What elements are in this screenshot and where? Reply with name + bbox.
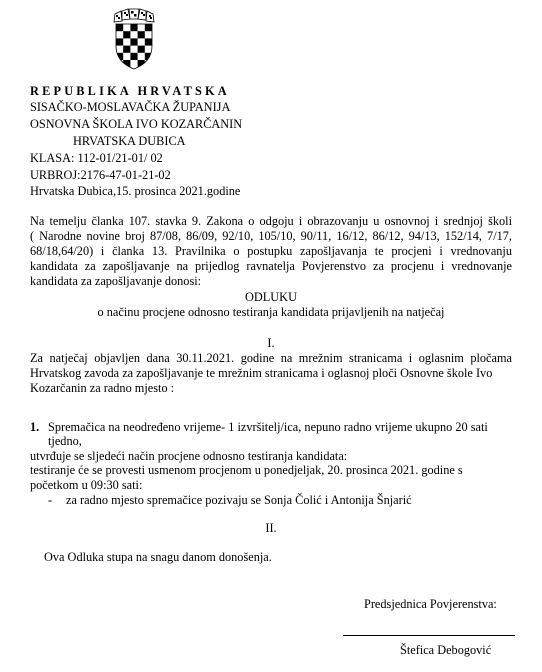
place-name: HRVATSKA DUBICA	[73, 134, 186, 148]
section-2-heading: II.	[265, 521, 277, 535]
signatory-name: Štefica Debogović	[400, 643, 492, 657]
job-position-line: Spremačica na neodređeno vrijeme- 1 izvršitelj/ica, nepuno radno vrijeme ukupno 20 sati	[48, 420, 488, 434]
decision-title: ODLUKU	[245, 290, 297, 304]
preamble-line: ( Narodne novine broj 87/08, 86/09, 92/10, 105/10, 90/11, 16/12, 86/12, 94/13, 152/14, 7/17,	[30, 229, 512, 243]
candidates-line: za radno mjesto spremačice pozivaju se Sonja Čolić i Antonija Šnjarić	[66, 493, 412, 507]
testing-schedule-line: početkom u 09:30 sati:	[30, 478, 143, 492]
preamble-line: Na temelju članka 107. stavka 9. Zakona o odgoju i obrazovanju u osnovnoj i srednjoj školi	[30, 214, 512, 228]
section-1-line: Kozarčanin za radno mjesto :	[30, 381, 175, 395]
effective-clause: Ova Odluka stupa na snagu danom donošenja.	[44, 550, 272, 564]
preamble-line: 68/18,64/20) i članka 13. Pravilnika o postupku zapošljavanja te procjeni i vrednovanju	[30, 244, 512, 258]
section-1-line: Za natječaj objavljen dana 30.11.2021. godine na mrežnim stranicama i oglasnim pločama	[30, 351, 512, 365]
signatory-role: Predsjednica Povjerenstva:	[364, 597, 497, 611]
item-number: 1.	[30, 420, 40, 434]
school-name: OSNOVNA ŠKOLA IVO KOZARČANIN	[30, 117, 243, 131]
testing-method-line: utvrđuje se sljedeći način procjene odnosno testiranja kandidata:	[30, 449, 348, 463]
testing-schedule-line: testiranje će se provesti usmenom procjenom u ponedjeljak, 20. prosinca 2021. godine s	[30, 463, 463, 477]
signature-line	[343, 635, 515, 636]
county-name: SISAČKO-MOSLAVAČKA ŽUPANIJA	[30, 100, 231, 114]
preamble-line: kandidata za zapošljavanje na prijedlog ravnatelja Povjerenstvo za procjenu i vrednovanje	[30, 259, 512, 273]
section-1-heading: I.	[267, 336, 275, 350]
job-position-line: tjedno,	[48, 434, 82, 448]
section-1-line: Hrvatskog zavoda za zapošljavanje te mrežnim stranicama i oglasnoj ploči Osnovne škole Ivo	[30, 366, 493, 380]
bullet-dash: -	[48, 493, 53, 507]
klasa-reference: KLASA: 112-01/21-01/ 02	[30, 151, 163, 165]
decision-subtitle: o načinu procjene odnosno testiranja kandidata prijavljenih na natječaj	[97, 305, 445, 319]
urbroj-reference: URBROJ:2176-47-01-21-02	[30, 168, 171, 182]
preamble-line: kandidata za zapošljavanje donosi:	[30, 274, 202, 288]
republic-heading: REPUBLIKA HRVATSKA	[30, 84, 230, 98]
document-date: Hrvatska Dubica,15. prosinca 2021.godine	[30, 184, 241, 198]
croatian-coat-of-arms-icon	[112, 8, 156, 70]
